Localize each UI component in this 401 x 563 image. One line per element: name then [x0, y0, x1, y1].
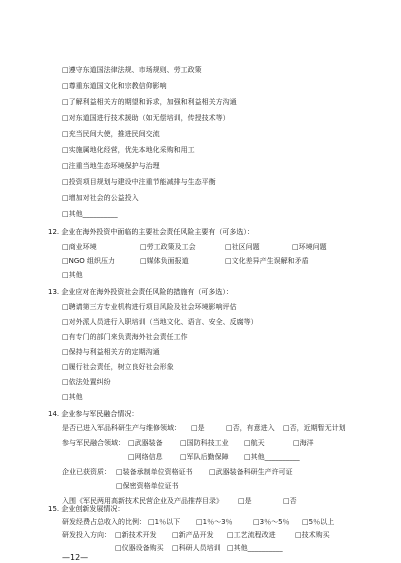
- option-tech-purchase[interactable]: □技术购买: [295, 531, 330, 539]
- option-no-plan[interactable]: □否，近期暂无计划: [283, 424, 346, 432]
- option-ngo-pressure[interactable]: □NGO 组织压力: [62, 257, 116, 265]
- question-15: 15. 企业创新发展情况：: [48, 505, 125, 513]
- option-weapons-license[interactable]: □武器装备科研生产许可证: [209, 468, 293, 476]
- option-environment-issues[interactable]: □环境问题: [292, 243, 327, 251]
- list-item: □实施属地化经营，优先本地化采购和用工: [62, 146, 195, 154]
- option-researcher-training[interactable]: □科研人员培训: [172, 544, 221, 552]
- rd-direction-label: 研发投入方向：: [62, 531, 111, 539]
- option-negative-media[interactable]: □媒体负面报道: [140, 257, 189, 265]
- option-aerospace[interactable]: □航天: [244, 439, 265, 447]
- option-above-5[interactable]: □5％以上: [302, 518, 335, 526]
- option-yes[interactable]: □是: [238, 497, 252, 505]
- list-item[interactable]: □有专门的部门来负责海外社会责任工作: [62, 333, 188, 341]
- list-item: □充当民间大使，推进民间交流: [62, 130, 160, 138]
- option-community-issues[interactable]: □社区问题: [225, 243, 260, 251]
- entered-military-label: 是否已进入军品科研生产与维修领域：: [62, 424, 181, 432]
- option-cultural-differences[interactable]: □文化差异产生误解和矛盾: [225, 257, 309, 265]
- option-other[interactable]: □其他: [62, 271, 83, 279]
- list-item-other: □其他__________: [62, 210, 118, 218]
- list-item[interactable]: □聘请第三方专业机构进行项目风险及社会环境影响评估: [62, 303, 237, 311]
- option-3-to-5[interactable]: □3％～5％: [253, 518, 290, 526]
- list-item-other[interactable]: □其他: [62, 393, 83, 401]
- option-equipment-cert[interactable]: □装备承制单位资格证书: [116, 468, 193, 476]
- question-13: 13. 企业应对在海外投资社会责任风险的措施有（可多选）：: [48, 288, 233, 296]
- option-no[interactable]: □否: [283, 497, 297, 505]
- option-business-environment[interactable]: □商业环境: [62, 243, 97, 251]
- list-item[interactable]: □履行社会责任，树立良好社会形象: [62, 363, 174, 371]
- option-new-product[interactable]: □新产品开发: [172, 531, 214, 539]
- question-12: 12. 企业在海外投资中面临的主要社会责任风险主要有（可多选）：: [48, 228, 254, 236]
- list-item: □注重当地生态环境保护与治理: [62, 162, 160, 170]
- option-new-tech[interactable]: □新技术开发: [115, 531, 157, 539]
- option-defense-industry[interactable]: □国防科技工业: [180, 439, 229, 447]
- option-1-to-3[interactable]: □1％～3％: [196, 518, 233, 526]
- list-item[interactable]: □对外派人员进行入职培训（当地文化、语言、安全、反腐等）: [62, 318, 258, 326]
- list-item[interactable]: □保持与利益相关方的定期沟通: [62, 348, 160, 356]
- list-item[interactable]: □依法处置纠纷: [62, 378, 111, 386]
- option-process-improvement[interactable]: □工艺流程改进: [227, 531, 276, 539]
- areas-label: 参与军民融合领域：: [62, 439, 125, 447]
- option-labor-policy[interactable]: □劳工政策及工会: [140, 243, 196, 251]
- question-14: 14. 企业参与军民融合情况：: [48, 410, 139, 418]
- option-ocean[interactable]: □海洋: [293, 439, 314, 447]
- rd-ratio-label: 研发经费占总收入的比例：: [62, 518, 146, 526]
- option-other[interactable]: □其他__________: [244, 453, 300, 461]
- option-other[interactable]: □其他__________: [227, 544, 283, 552]
- option-military-logistics[interactable]: □军队后勤保障: [180, 453, 229, 461]
- list-item: □增加对社会的公益投入: [62, 194, 139, 202]
- page-number: —12—: [62, 553, 89, 562]
- option-yes[interactable]: □是: [191, 424, 205, 432]
- list-item: □了解利益相关方的期望和诉求，加强和利益相关方沟通: [62, 98, 237, 106]
- option-network-information[interactable]: □网络信息: [128, 453, 163, 461]
- option-weapons[interactable]: □武器装备: [128, 439, 163, 447]
- option-intend-to-enter[interactable]: □否，有意进入: [226, 424, 275, 432]
- list-item: □尊重东道国文化和宗教信仰影响: [62, 82, 167, 90]
- catalog-label: 入围《军民两用高新技术民营企业及产品推荐目录》: [62, 497, 223, 505]
- option-confidentiality-cert[interactable]: □保密资格单位证书: [116, 482, 179, 490]
- option-below-1[interactable]: □1％以下: [148, 518, 181, 526]
- option-equipment-purchase[interactable]: □仪器设备购买: [115, 544, 164, 552]
- list-item: □对东道国进行技术援助（如无偿培训，传授技术等）: [62, 114, 230, 122]
- list-item: □投资项目规划与建设中注重节能减排与生态平衡: [62, 178, 216, 186]
- certificates-label: 企业已获资质：: [62, 468, 111, 476]
- list-item: □遵守东道国法律法规、市场规则、劳工政策: [62, 66, 202, 74]
